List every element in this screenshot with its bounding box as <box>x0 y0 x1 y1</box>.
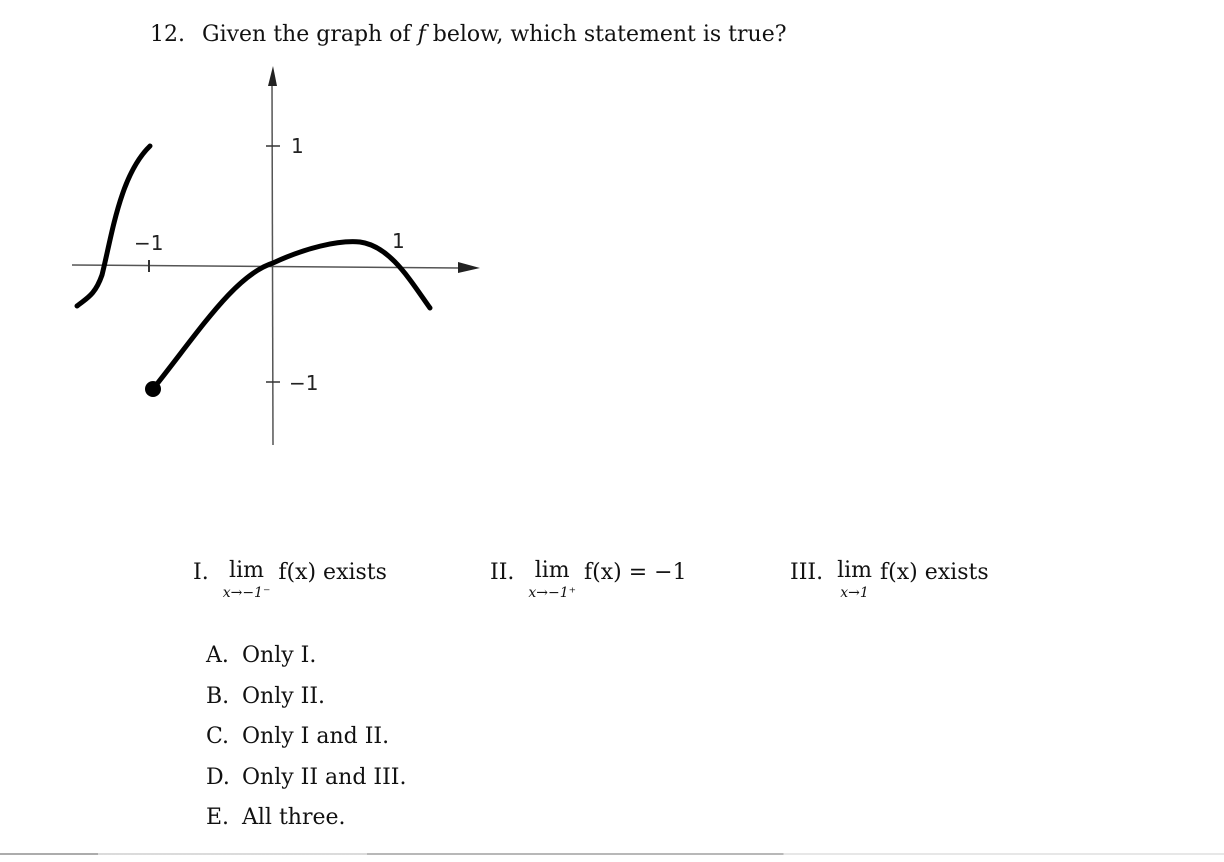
statement-3-numeral: III. <box>790 560 824 585</box>
curve-left-branch <box>77 146 150 306</box>
statement-3 <box>790 560 989 600</box>
choice-letter: B. <box>206 683 230 709</box>
function-graph <box>60 60 500 460</box>
scan-bottom-rule <box>0 853 1224 855</box>
statement-1-limit <box>223 560 271 600</box>
choice-letter: E. <box>206 805 230 830</box>
statement-1 <box>193 560 387 600</box>
choice-b[interactable] <box>206 683 406 724</box>
choice-d[interactable] <box>206 764 406 805</box>
choice-text: Only II and III. <box>242 764 407 790</box>
lim-subscript: x→−1⁻ <box>222 585 271 601</box>
y-tick-label-1: 1 <box>291 134 304 158</box>
statement-1-numeral: I. <box>193 560 209 585</box>
function-name: f <box>417 22 426 47</box>
question-suffix: below, which statement is true? <box>432 22 787 47</box>
statement-3-expression: f(x) exists <box>880 560 989 585</box>
choice-letter: A. <box>206 643 229 668</box>
x-tick-label-1: 1 <box>392 229 405 253</box>
x-tick-label-neg1: −1 <box>134 231 164 255</box>
statement-2-limit <box>528 560 576 600</box>
statement-3-limit <box>837 560 872 600</box>
lim-operator: lim <box>534 558 570 583</box>
closed-endpoint <box>145 381 161 397</box>
statement-2-expression: f(x) = −1 <box>584 560 687 585</box>
y-tick-label-neg1: −1 <box>289 371 319 395</box>
choice-a[interactable] <box>206 642 406 683</box>
choice-text: Only I and II. <box>242 724 390 749</box>
choice-c[interactable] <box>206 723 406 764</box>
question-text <box>150 22 787 47</box>
statement-2 <box>490 560 687 600</box>
curve-main-branch <box>153 242 430 389</box>
lim-operator: lim <box>837 558 873 583</box>
question-prefix: Given the graph of <box>202 22 411 47</box>
statement-2-numeral: II. <box>490 560 515 585</box>
lim-operator: lim <box>229 558 264 583</box>
choice-letter: C. <box>206 724 230 749</box>
y-axis-arrow <box>268 66 277 86</box>
choice-text: Only II. <box>242 683 326 709</box>
question-number: 12. <box>150 22 185 47</box>
choice-text: Only I. <box>242 643 317 668</box>
choice-letter: D. <box>206 764 230 790</box>
choice-text: All three. <box>242 805 346 830</box>
statement-1-expression: f(x) exists <box>278 560 387 585</box>
answer-choices <box>206 642 406 845</box>
x-axis-arrow <box>458 262 480 273</box>
choice-e[interactable] <box>206 804 406 845</box>
lim-subscript: x→−1⁺ <box>528 585 577 601</box>
lim-subscript: x→1 <box>840 585 869 601</box>
